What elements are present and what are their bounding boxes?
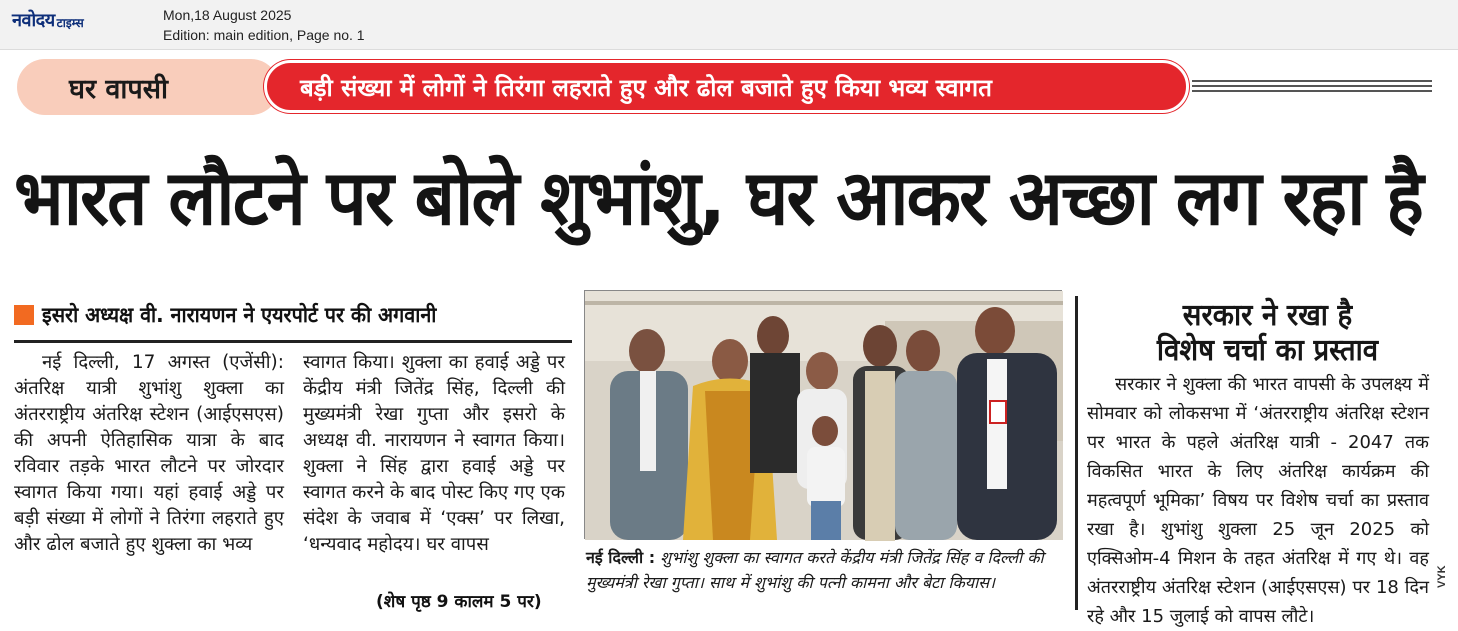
story-paragraph-1: नई दिल्ली, 17 अगस्त (एजेंसी): अंतरिक्ष यात्री शुभांशु शुक्ला का अंतरराष्ट्रीय अंतरिक्ष स्टेशन (आईएसएस) की अपनी ऐतिहासिक यात्रा के बाद रविवार तड़के भारत लौटने पर जोरदार स्वागत किया गया। यहां हवाई अड्डे पर बड़ी संख्या में लोगों ने तिरंगा लहराते हुए और ढोल बजाते हुए शुक्ला का भव्य bbox=[14, 352, 284, 555]
photo-caption bbox=[586, 545, 1062, 595]
story-column-1 bbox=[14, 350, 284, 600]
caption-text: शुभांशु शुक्ला का स्वागत करते केंद्रीय मंत्री जितेंद्र सिंह व दिल्ली की मुख्यमंत्री रेखा गुप्ता। साथ में शुभांशु की पत्नी कामना और बेटा कियास। bbox=[586, 548, 1044, 592]
newspaper-logo[interactable] bbox=[12, 10, 84, 32]
caption-place: नई दिल्ली : bbox=[586, 548, 656, 567]
news-photo[interactable] bbox=[584, 290, 1062, 539]
main-headline: भारत लौटने पर बोले शुभांशु, घर आकर अच्छा लग रहा है bbox=[14, 153, 1422, 242]
decorative-rule bbox=[1192, 80, 1432, 92]
strap-text: बड़ी संख्या में लोगों ने तिरंगा लहराते हुए और ढोल बजाते हुए किया भव्य स्वागत bbox=[300, 74, 992, 102]
story-column-2 bbox=[303, 350, 565, 590]
sidebar-body: सरकार ने शुक्ला की भारत वापसी के उपलक्ष्य में सोमवार को लोकसभा में ‘अंतरराष्ट्रीय अंतरिक्ष स्टेशन पर भारत के पहले अंतरिक्ष यात्री - 2047 तक विकसित भारत के लिए अंतरिक्ष कार्यक्रम की महत्वपूर्ण भूमिका’ विषय पर विशेष चर्चा का प्रस्ताव रखा है। शुभांशु शुक्ला 25 जून 2025 को एक्सिओम-4 मिशन के तहत अंतरिक्ष में गए थे। वह अंतरराष्ट्रीय अंतरिक्ष स्टेशन (आईएसएस) पर 18 दिन रहे और 15 जुलाई को वापस लौटे। bbox=[1087, 374, 1429, 627]
column-divider bbox=[1075, 296, 1078, 610]
kicker-label: घर वापसी bbox=[69, 74, 168, 105]
section-kicker bbox=[17, 59, 279, 115]
sidebar-title bbox=[1104, 298, 1431, 368]
sidebar-title-line-1: सरकार ने रखा है bbox=[1182, 298, 1353, 333]
edition-line: Edition: main edition, Page no. 1 bbox=[163, 27, 365, 43]
sidebar-title-line-2: विशेष चर्चा का प्रस्ताव bbox=[1156, 333, 1379, 368]
story-subhead bbox=[14, 298, 574, 332]
strap-banner bbox=[264, 60, 1189, 113]
logo-main-text: नवोदय bbox=[12, 10, 55, 31]
watermark-text: VYK bbox=[1436, 565, 1448, 588]
story-paragraph-2: स्वागत किया। शुक्ला का हवाई अड्डे पर केंद्रीय मंत्री जितेंद्र सिंह, दिल्ली की मुख्यमंत्री रेखा गुप्ता और इसरो के अध्यक्ष वी. नारायणन ने स्वागत किया। शुक्ला ने सिंह द्वारा हवाई अड्डे पर स्वागत करने के बाद पोस्ट किए गए एक संदेश के जवाब में ‘एक्स’ पर लिखा, ‘धन्यवाद महोदय। घर वापस bbox=[303, 352, 565, 555]
logo-sub-text: टाइम्स bbox=[56, 16, 84, 30]
date-line: Mon,18 August 2025 bbox=[163, 7, 292, 23]
page-header bbox=[0, 0, 1458, 50]
continued-note: (शेष पृष्ठ 9 कालम 5 पर) bbox=[376, 592, 542, 612]
edition-meta bbox=[163, 5, 365, 45]
subhead-divider bbox=[14, 340, 572, 343]
square-bullet-icon bbox=[14, 305, 34, 325]
photo-illustration bbox=[585, 291, 1063, 540]
subhead-text: इसरो अध्यक्ष वी. नारायणन ने एयरपोर्ट पर की अगवानी bbox=[42, 303, 437, 327]
